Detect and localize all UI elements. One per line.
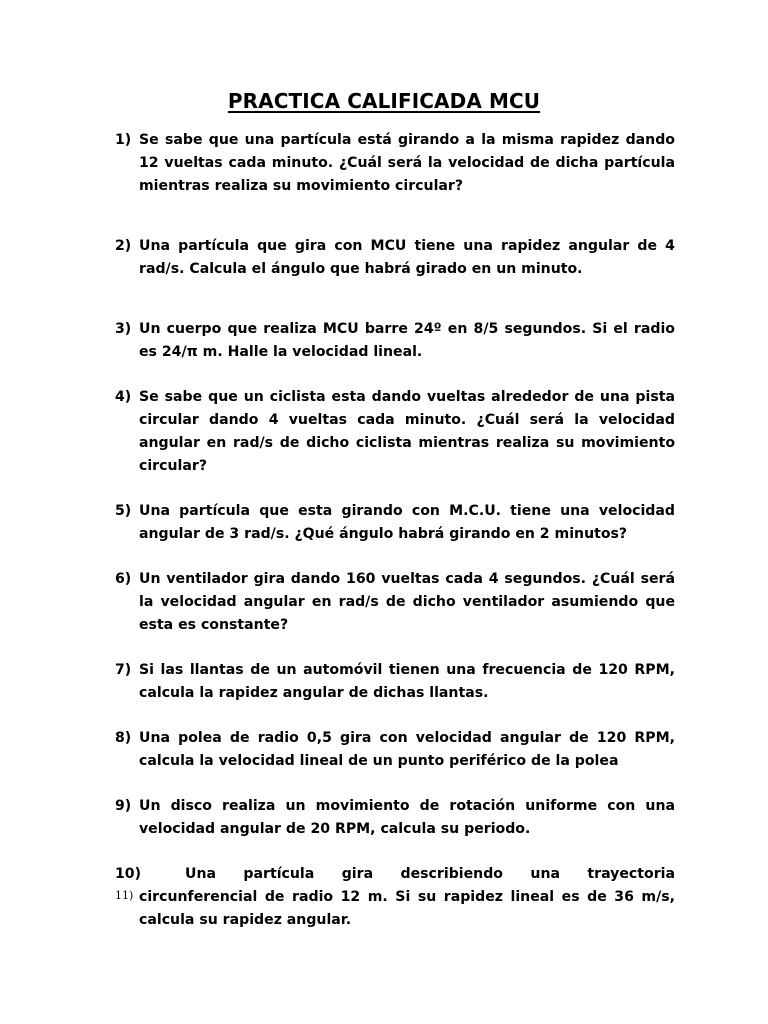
question-number: 8) — [115, 730, 132, 746]
question-text: Si las llantas de un automóvil tienen una frecuencia de 120 RPM, calcula la rapidez angular de dichas llantas. — [139, 662, 675, 701]
question-number: 1) — [115, 132, 132, 148]
question-item — [115, 568, 675, 637]
trailing-question-number: 11) — [115, 889, 134, 902]
question-list — [115, 129, 675, 932]
page-title: PRACTICA CALIFICADA MCU — [227, 89, 541, 113]
question-item — [115, 318, 675, 364]
question-item — [115, 795, 675, 841]
question-number: 5) — [115, 503, 132, 519]
question-number: 6) — [115, 571, 132, 587]
question-text: Una partícula que esta girando con M.C.U. tiene una velocidad angular de 3 rad/s. ¿Qué ángulo habrá girando en 2 minutos? — [139, 503, 675, 542]
question-text: Una partícula que gira con MCU tiene una rapidez angular de 4 rad/s. Calcula el ángulo que habrá girado en un minuto. — [139, 238, 675, 277]
question-number: 9) — [115, 798, 132, 814]
question-text: Un cuerpo que realiza MCU barre 24º en 8/5 segundos. Si el radio es 24/π m. Halle la velocidad lineal. — [139, 321, 675, 360]
question-text: Una partícula gira describiendo una trayectoria circunferencial de radio 12 m. Si su rapidez lineal es de 36 m/s, calcula su rapidez angular. — [139, 866, 675, 928]
question-text: Un ventilador gira dando 160 vueltas cada 4 segundos. ¿Cuál será la velocidad angular en rad/s de dicho ventilador asumiendo que esta es constante? — [139, 571, 675, 633]
question-number: 7) — [115, 662, 132, 678]
question-number: 4) — [115, 389, 132, 405]
question-text: Una polea de radio 0,5 gira con velocidad angular de 120 RPM, calcula la velocidad lineal de un punto periférico de la polea — [139, 730, 675, 769]
question-number: 3) — [115, 321, 132, 337]
question-number: 10) — [115, 866, 142, 882]
question-text: Un disco realiza un movimiento de rotación uniforme con una velocidad angular de 20 RPM, calcula su periodo. — [139, 798, 675, 837]
question-item — [115, 235, 675, 281]
question-number: 2) — [115, 238, 132, 254]
question-item — [115, 386, 675, 478]
question-item — [115, 727, 675, 773]
question-text: Se sabe que una partícula está girando a la misma rapidez dando 12 vueltas cada minuto. ¿Cuál será la velocidad de dicha partícula mientras realiza su movimiento circular? — [139, 132, 675, 194]
question-item — [115, 500, 675, 546]
question-text: Se sabe que un ciclista esta dando vueltas alrededor de una pista circular dando 4 vueltas cada minuto. ¿Cuál será la velocidad angular en rad/s de dicho ciclista mientras realiza su movimiento circular? — [139, 389, 675, 474]
question-item — [115, 129, 675, 198]
question-item — [115, 863, 675, 932]
question-item — [115, 659, 675, 705]
